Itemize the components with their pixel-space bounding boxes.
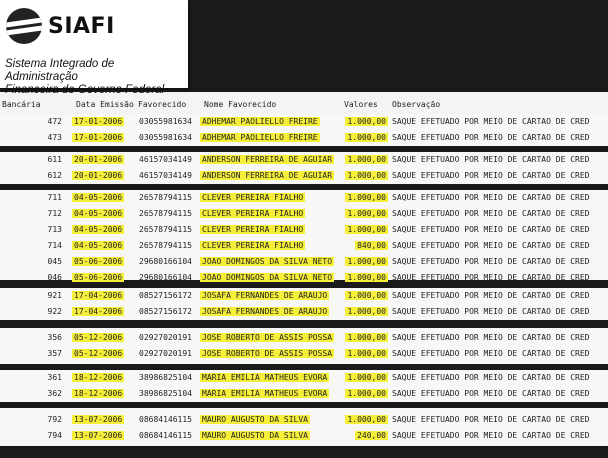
cell-obs: SAQUE EFETUADO POR MEIO DE CARTAO DE CRED <box>392 273 590 282</box>
cell-data: 17-01-2006 <box>74 117 123 126</box>
cell-banc: 361 <box>47 373 62 382</box>
cell-data: 04-05-2006 <box>74 193 123 202</box>
col-nome-favorecido: Nome Favorecido <box>204 100 277 109</box>
cell-obs: SAQUE EFETUADO POR MEIO DE CARTAO DE CRED <box>392 373 590 382</box>
cell-obs: SAQUE EFETUADO POR MEIO DE CARTAO DE CRED <box>392 155 590 164</box>
cell-fav: 02927020191 <box>139 349 192 358</box>
cell-data: 05-06-2006 <box>74 273 123 282</box>
cell-nome: JOSAFA FERNANDES DE ARAUJO <box>202 307 328 316</box>
cell-obs: SAQUE EFETUADO POR MEIO DE CARTAO DE CRED <box>392 389 590 398</box>
table-row <box>0 386 608 402</box>
cell-data: 17-04-2006 <box>74 291 123 300</box>
cell-fav: 46157034149 <box>139 155 192 164</box>
cell-fav: 29680166104 <box>139 273 192 282</box>
cell-banc: 794 <box>47 431 62 440</box>
cell-data: 18-12-2006 <box>74 389 123 398</box>
table-row <box>0 238 608 254</box>
cell-nome: ANDERSON FERREIRA DE AGUIAR <box>202 155 333 164</box>
cell-valor: 840,00 <box>357 241 386 250</box>
cell-nome: ADHEMAR PAOLIELLO FREIRE <box>202 117 318 126</box>
cell-banc: 045 <box>47 257 62 266</box>
cell-data: 20-01-2006 <box>74 155 123 164</box>
cell-data: 17-01-2006 <box>74 133 123 142</box>
cell-nome: MARIA EMILIA MATHEUS EVORA <box>202 373 328 382</box>
cell-fav: 08684146115 <box>139 415 192 424</box>
table-row <box>0 114 608 130</box>
cell-obs: SAQUE EFETUADO POR MEIO DE CARTAO DE CRED <box>392 307 590 316</box>
cell-nome: ANDERSON FERREIRA DE AGUIAR <box>202 171 333 180</box>
cell-banc: 922 <box>47 307 62 316</box>
cell-fav: 03055981634 <box>139 117 192 126</box>
cell-fav: 26578794115 <box>139 193 192 202</box>
cell-banc: 362 <box>47 389 62 398</box>
col-valores: Valores <box>344 100 378 109</box>
cell-banc: 612 <box>47 171 62 180</box>
cell-obs: SAQUE EFETUADO POR MEIO DE CARTAO DE CRED <box>392 117 590 126</box>
cell-valor: 1.000,00 <box>347 225 386 234</box>
cell-valor: 1.000,00 <box>347 257 386 266</box>
cell-valor: 1.000,00 <box>347 291 386 300</box>
cell-valor: 1.000,00 <box>347 155 386 164</box>
cell-obs: SAQUE EFETUADO POR MEIO DE CARTAO DE CRED <box>392 193 590 202</box>
table-row <box>0 222 608 238</box>
cell-nome: JOSE ROBERTO DE ASSIS POSSA <box>202 333 333 342</box>
cell-obs: SAQUE EFETUADO POR MEIO DE CARTAO DE CRED <box>392 225 590 234</box>
table-row <box>0 206 608 222</box>
cell-banc: 611 <box>47 155 62 164</box>
cell-nome: CLEVER PEREIRA FIALHO <box>202 193 304 202</box>
cell-obs: SAQUE EFETUADO POR MEIO DE CARTAO DE CRED <box>392 349 590 358</box>
siafi-wordmark: SIAFI <box>48 14 115 39</box>
cell-obs: SAQUE EFETUADO POR MEIO DE CARTAO DE CRED <box>392 431 590 440</box>
cell-valor: 1.000,00 <box>347 349 386 358</box>
cell-obs: SAQUE EFETUADO POR MEIO DE CARTAO DE CRED <box>392 257 590 266</box>
cell-fav: 38986825104 <box>139 389 192 398</box>
table-row <box>0 152 608 168</box>
cell-banc: 046 <box>47 273 62 282</box>
cell-nome: JOAO DOMINGOS DA SILVA NETO <box>202 257 333 266</box>
table-row <box>0 270 608 286</box>
cell-obs: SAQUE EFETUADO POR MEIO DE CARTAO DE CRED <box>392 241 590 250</box>
cell-fav: 29680166104 <box>139 257 192 266</box>
cell-valor: 1.000,00 <box>347 307 386 316</box>
cell-banc: 792 <box>47 415 62 424</box>
cell-banc: 921 <box>47 291 62 300</box>
cell-banc: 472 <box>47 117 62 126</box>
cell-valor: 1.000,00 <box>347 171 386 180</box>
cell-banc: 473 <box>47 133 62 142</box>
cell-nome: CLEVER PEREIRA FIALHO <box>202 225 304 234</box>
cell-nome: MAURO AUGUSTO DA SILVA <box>202 431 308 440</box>
cell-nome: JOSE ROBERTO DE ASSIS POSSA <box>202 349 333 358</box>
cell-data: 05-06-2006 <box>74 257 123 266</box>
cell-data: 04-05-2006 <box>74 241 123 250</box>
table-row <box>0 304 608 320</box>
cell-banc: 713 <box>47 225 62 234</box>
table-row <box>0 168 608 184</box>
cell-fav: 26578794115 <box>139 225 192 234</box>
cell-fav: 03055981634 <box>139 133 192 142</box>
cell-banc: 356 <box>47 333 62 342</box>
table-row <box>0 190 608 206</box>
cell-data: 04-05-2006 <box>74 209 123 218</box>
cell-valor: 1.000,00 <box>347 333 386 342</box>
siafi-emblem-icon <box>6 8 42 44</box>
cell-fav: 26578794115 <box>139 209 192 218</box>
cell-data: 05-12-2006 <box>74 349 123 358</box>
table-row <box>0 370 608 386</box>
cell-nome: ADHEMAR PAOLIELLO FREIRE <box>202 133 318 142</box>
cell-obs: SAQUE EFETUADO POR MEIO DE CARTAO DE CRED <box>392 291 590 300</box>
cell-valor: 1.000,00 <box>347 415 386 424</box>
cell-nome: JOSAFA FERNANDES DE ARAUJO <box>202 291 328 300</box>
table-row <box>0 346 608 362</box>
cell-nome: CLEVER PEREIRA FIALHO <box>202 209 304 218</box>
cell-fav: 26578794115 <box>139 241 192 250</box>
cell-banc: 357 <box>47 349 62 358</box>
cell-valor: 1.000,00 <box>347 273 386 282</box>
cell-fav: 46157034149 <box>139 171 192 180</box>
cell-data: 18-12-2006 <box>74 373 123 382</box>
cell-obs: SAQUE EFETUADO POR MEIO DE CARTAO DE CRED <box>392 133 590 142</box>
cell-nome: CLEVER PEREIRA FIALHO <box>202 241 304 250</box>
col-favorecido: Favorecido <box>138 100 187 109</box>
cell-data: 05-12-2006 <box>74 333 123 342</box>
cell-valor: 1.000,00 <box>347 117 386 126</box>
cell-fav: 08527156172 <box>139 291 192 300</box>
cell-banc: 711 <box>47 193 62 202</box>
table-row <box>0 412 608 428</box>
cell-data: 17-04-2006 <box>74 307 123 316</box>
cell-data: 20-01-2006 <box>74 171 123 180</box>
siafi-subtitle: Sistema Integrado de Administração Financeira do Governo Federal <box>5 58 165 96</box>
cell-nome: JOAO DOMINGOS DA SILVA NETO <box>202 273 333 282</box>
cell-valor: 1.000,00 <box>347 373 386 382</box>
table-row <box>0 428 608 444</box>
cell-data: 04-05-2006 <box>74 225 123 234</box>
cell-obs: SAQUE EFETUADO POR MEIO DE CARTAO DE CRED <box>392 209 590 218</box>
cell-obs: SAQUE EFETUADO POR MEIO DE CARTAO DE CRED <box>392 171 590 180</box>
cell-valor: 1.000,00 <box>347 389 386 398</box>
table-row <box>0 288 608 304</box>
table-row <box>0 254 608 270</box>
table-row <box>0 330 608 346</box>
cell-valor: 240,00 <box>357 431 386 440</box>
cell-data: 13-07-2006 <box>74 415 123 424</box>
col-observacao: Observação <box>392 100 441 109</box>
cell-banc: 714 <box>47 241 62 250</box>
cell-valor: 1.000,00 <box>347 193 386 202</box>
cell-valor: 1.000,00 <box>347 209 386 218</box>
cell-nome: MAURO AUGUSTO DA SILVA <box>202 415 308 424</box>
cell-data: 13-07-2006 <box>74 431 123 440</box>
cell-fav: 38986825104 <box>139 373 192 382</box>
cell-valor: 1.000,00 <box>347 133 386 142</box>
cell-fav: 08527156172 <box>139 307 192 316</box>
cell-fav: 02927020191 <box>139 333 192 342</box>
cell-fav: 08684146115 <box>139 431 192 440</box>
col-data-emissao: Data Emissão <box>76 100 134 109</box>
cell-obs: SAQUE EFETUADO POR MEIO DE CARTAO DE CRED <box>392 415 590 424</box>
cell-nome: MARIA EMILIA MATHEUS EVORA <box>202 389 328 398</box>
cell-banc: 712 <box>47 209 62 218</box>
siafi-logo-card <box>0 0 188 96</box>
cell-obs: SAQUE EFETUADO POR MEIO DE CARTAO DE CRED <box>392 333 590 342</box>
col-bancaria: Bancária <box>2 100 41 109</box>
table-row <box>0 130 608 146</box>
